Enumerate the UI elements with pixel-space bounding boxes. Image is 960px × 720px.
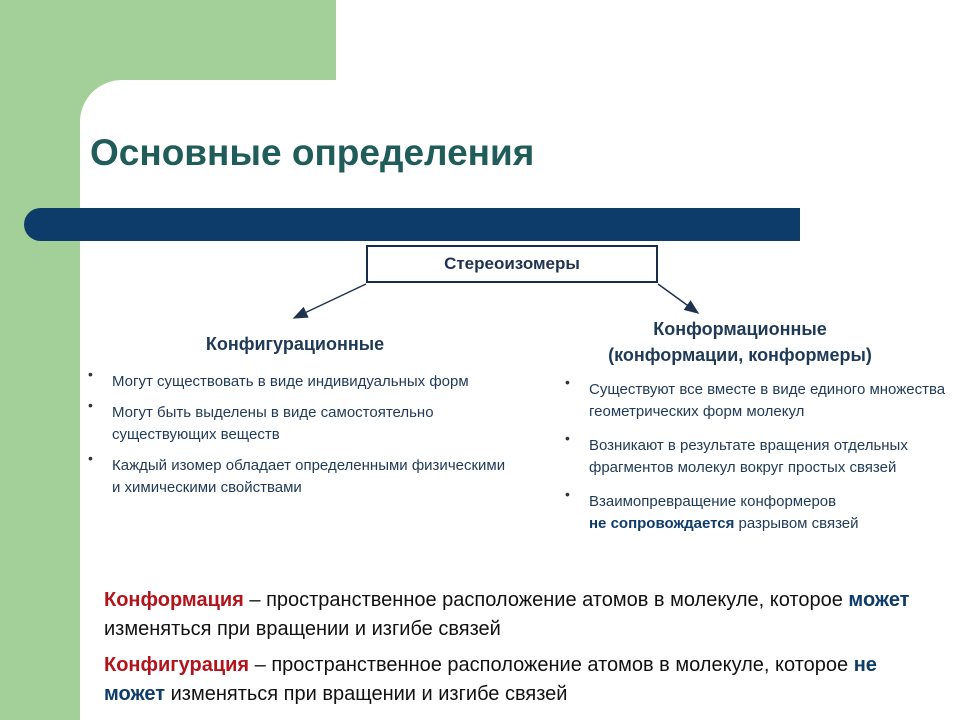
list-item: • Существуют все вместе в виде единого множества геометрических форм молекул (565, 379, 950, 423)
arrow-right (658, 284, 698, 313)
emphasis-not-accompanied: не сопровождается (589, 515, 735, 532)
page-title: Основные определения (90, 132, 535, 173)
term-configuration: Конфигурация (104, 654, 250, 676)
bullet-icon: • (565, 374, 570, 390)
bullet-icon: • (88, 450, 93, 466)
list-item: • Взаимопревращение конформеров не сопровождается разрывом связей (565, 491, 950, 535)
list-item: • Могут быть выделены в виде самостоятельно существующих веществ (88, 402, 508, 446)
bullet-icon: • (88, 366, 93, 382)
list-item: • Каждый изомер обладает определенными физическими и химическими свойствами (88, 455, 508, 499)
conformational-heading (555, 316, 925, 368)
configurational-list (88, 366, 508, 508)
bullet-icon: • (88, 397, 93, 413)
term-conformation: Конформация (104, 589, 244, 611)
list-item: • Возникают в результате вращения отдельных фрагментов молекул вокруг простых связей (565, 435, 950, 479)
stereoisomers-label: Стереоизомеры (444, 254, 580, 273)
bullet-icon: • (565, 430, 570, 446)
emphasis-cannot: не может (104, 654, 877, 705)
configurational-heading: Конфигурационные (205, 334, 385, 354)
definition-conformation: Конформация – пространственное расположение атомов в молекуле, которое может изменяться при вращении и изгибе связей (104, 589, 910, 640)
conformational-heading-line1: Конформационные (653, 319, 827, 339)
conformational-list (565, 374, 950, 547)
arrow-left (294, 284, 366, 318)
emphasis-can: может (848, 589, 910, 611)
bullet-icon: • (565, 486, 570, 502)
definition-configuration: Конфигурация – пространственное расположение атомов в молекуле, которое не может изменяться при вращении и изгибе связей (104, 654, 877, 705)
list-item: • Могут существовать в виде индивидуальных форм (88, 371, 508, 393)
conformational-heading-line2: (конформации, конформеры) (608, 345, 872, 365)
